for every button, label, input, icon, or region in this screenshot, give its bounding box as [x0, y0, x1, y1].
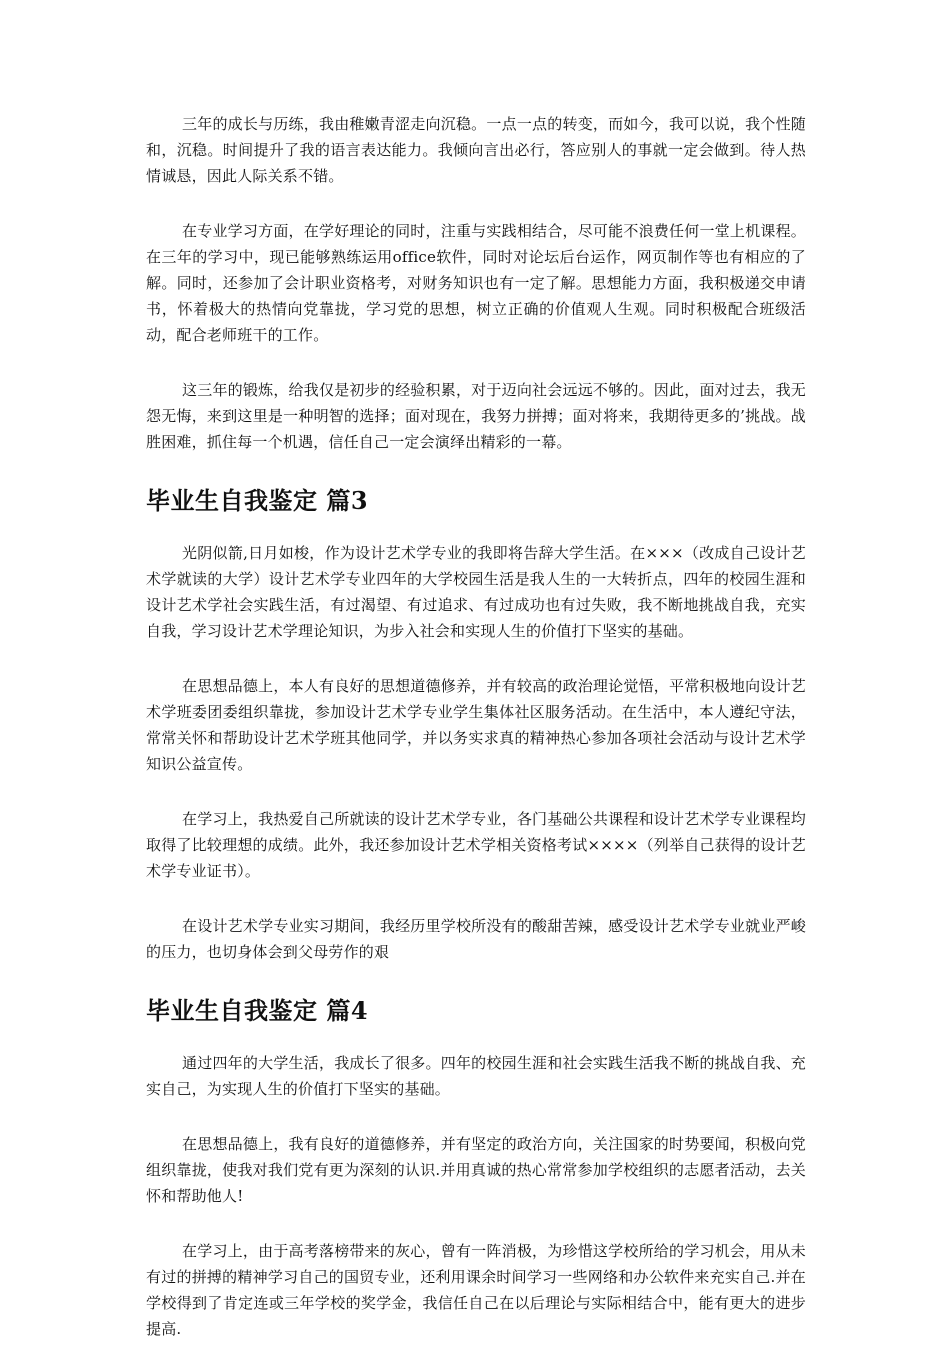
paragraph-three-years: 这三年的锻炼，给我仅是初步的经验积累，对于迈向社会远远不够的。因此，面对过去，我无怨无悔，来到这里是一种明智的选择；面对现在，我努力拼搏；面对将来，我期待更多的’挑战。战胜困难，抓住每一个机遇，信任自己一定会演绎出精彩的一幕。 — [146, 381, 806, 451]
paragraph-four-years: 通过四年的大学生活，我成长了很多。四年的校园生涯和社会实践生活我不断的挑战自我、充实自己，为实现人生的价值打下坚实的基础。 — [146, 1054, 806, 1098]
paragraph-design-study: 在学习上，我热爱自己所就读的设计艺术学专业，各门基础公共课程和设计艺术学专业课程均取得了比较理想的成绩。此外，我还参加设计艺术学相关资格考试××××（列举自己获得的设计艺术学专业证书）。 — [146, 810, 806, 880]
paragraph-study: 在学习上，由于高考落榜带来的灰心，曾有一阵消极，为珍惜这学校所给的学习机会，用从未有过的拼搏的精神学习自己的国贸专业，还利用课余时间学习一些网络和办公软件来充实自己.并在学校得到了肯定连或三年学校的奖学金，我信任自己在以后理论与实际相结合中，能有更大的进步提高. — [146, 1242, 806, 1338]
paragraph-design-internship: 在设计艺术学专业实习期间，我经历里学校所没有的酸甜苦辣，感受设计艺术学专业就业严峻的压力，也切身体会到父母劳作的艰 — [146, 917, 806, 961]
section-heading-3: 毕业生自我鉴定 篇3 — [146, 486, 369, 515]
paragraph-growth: 三年的成长与历练，我由稚嫩青涩走向沉稳。一点一点的转变，而如今，我可以说，我个性随和，沉稳。时间提升了我的语言表达能力。我倾向言出必行，答应别人的事就一定会做到。待人热情诚恳，因此人际关系不错。 — [146, 115, 806, 185]
document-page — [146, 111, 806, 1371]
paragraph-morality: 在思想品德上，我有良好的道德修养，并有坚定的政治方向，关注国家的时势要闻，积极向党组织靠拢，使我对我们党有更为深刻的认识.并用真诚的热心常常参加学校组织的志愿者活动，去关怀和帮助他人! — [146, 1135, 806, 1205]
paragraph-design-morality: 在思想品德上，本人有良好的思想道德修养，并有较高的政治理论觉悟，平常积极地向设计艺术学班委团委组织靠拢，参加设计艺术学专业学生集体社区服务活动。在生活中，本人遵纪守法，常常关怀和帮助设计艺术学班其他同学，并以务实求真的精神热心参加各项社会活动与设计艺术学知识公益宣传。 — [146, 677, 806, 773]
paragraph-professional-study: 在专业学习方面，在学好理论的同时，注重与实践相结合，尽可能不浪费任何一堂上机课程。在三年的学习中，现已能够熟练运用office软件，同时对论坛后台运作，网页制作等也有相应的了解。同时，还参加了会计职业资格考，对财务知识也有一定了解。思想能力方面，我积极递交申请书，怀着极大的热情向党靠拢，学习党的思想，树立正确的价值观人生观。同时积极配合班级活动，配合老师班干的工作。 — [146, 222, 806, 344]
section-heading-4: 毕业生自我鉴定 篇4 — [146, 996, 369, 1025]
paragraph-design-intro: 光阴似箭,日月如梭，作为设计艺术学专业的我即将告辞大学生活。在×××（改成自己设计艺术学就读的大学）设计艺术学专业四年的大学校园生活是我人生的一大转折点，四年的校园生涯和设计艺术学社会实践生活，有过渴望、有过追求、有过成功也有过失败，我不断地挑战自我，充实自我，学习设计艺术学理论知识，为步入社会和实现人生的价值打下坚实的基础。 — [146, 544, 806, 640]
